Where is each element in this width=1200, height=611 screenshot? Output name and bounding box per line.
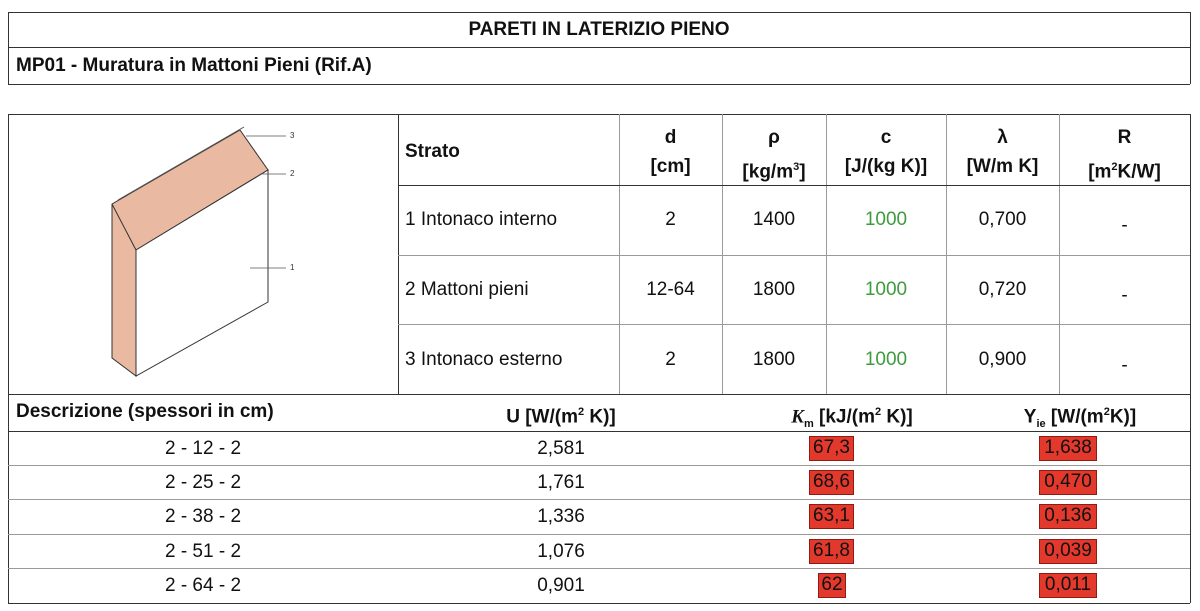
grid-line: [8, 534, 1190, 535]
header-yie: $Y_{ie}$ $[W/(m^2K)]$: [1023, 406, 1137, 431]
layer-d: 2: [665, 349, 676, 370]
layer-d: 2: [665, 209, 676, 230]
layer-name: 3 Intonaco esterno: [405, 349, 563, 370]
grid-line: [8, 394, 1190, 395]
grid-line: [398, 255, 1190, 256]
layer-r: -: [1121, 215, 1128, 236]
result-descr: 2 - 38 - 2: [164, 506, 242, 527]
layer-rho: 1800: [752, 349, 796, 370]
header-rho-unit: $[kg/m^3]$: [742, 161, 806, 183]
title-top-border: [8, 12, 1190, 13]
title-right-border: [1190, 12, 1191, 84]
header-kappa: $K_m$ [$kJ/(m^2$ K)]: [791, 406, 913, 431]
page-title: PARETI IN LATERIZIO PIENO: [468, 19, 730, 40]
grid-line: [398, 114, 399, 394]
grid-line: [398, 324, 1190, 325]
layer-lambda: 0,900: [978, 349, 1027, 370]
header-rho-symbol: ρ: [768, 127, 780, 148]
result-yie: 0,470: [1039, 470, 1097, 495]
grid-line: [8, 568, 1190, 569]
header-lambda-unit: [W/m K]: [966, 156, 1039, 177]
result-u: 1,076: [537, 541, 585, 562]
layer-d: 12-64: [646, 279, 695, 300]
result-descr: 2 - 51 - 2: [164, 541, 242, 562]
header-c-symbol: c: [880, 127, 892, 148]
title-mid-border: [8, 47, 1190, 48]
result-u: 1,336: [537, 506, 585, 527]
table-right-border: [1190, 114, 1191, 603]
layer-r: -: [1121, 285, 1128, 306]
grid-line: [8, 499, 1190, 500]
layer-c: 1000: [864, 209, 908, 230]
layer-c: 1000: [864, 349, 908, 370]
layer-name: 1 Intonaco interno: [405, 209, 558, 230]
layer-rho: 1400: [752, 209, 796, 230]
header-d-symbol: d: [664, 127, 677, 148]
layer-c: 1000: [864, 279, 908, 300]
result-kappa: 68,6: [809, 470, 854, 495]
result-descr: 2 - 25 - 2: [164, 472, 242, 493]
layer-name: 2 Mattoni pieni: [405, 279, 529, 300]
layer-rho: 1800: [752, 279, 796, 300]
table-top-border: [8, 114, 1190, 115]
result-yie: 0,039: [1039, 539, 1097, 564]
layer-r: -: [1121, 355, 1128, 376]
header-strato: Strato: [405, 141, 460, 162]
result-descr: 2 - 64 - 2: [164, 575, 242, 596]
header-u: U [$W/(m^2$ K)]: [506, 406, 616, 428]
diagram-label: 1: [290, 263, 295, 272]
grid-line: [8, 465, 1190, 466]
header-r-unit: $[m^2K/W]$: [1088, 161, 1161, 183]
table-left-border: [8, 114, 9, 603]
diagram-label: 2: [290, 169, 295, 178]
grid-line: [398, 185, 1190, 186]
header-r-symbol: R: [1117, 127, 1132, 148]
layer-lambda: 0,700: [978, 209, 1027, 230]
title-bottom-border: [8, 84, 1190, 85]
header-descrizione: Descrizione (spessori in cm): [16, 401, 274, 422]
result-kappa: 61,8: [809, 539, 854, 564]
header-c-unit: [J/(kg K)]: [844, 156, 928, 177]
wall-section-diagram: [100, 124, 310, 386]
layer-lambda: 0,720: [978, 279, 1027, 300]
result-u: 0,901: [537, 575, 585, 596]
result-u: 2,581: [537, 438, 585, 459]
result-yie: 0,011: [1039, 573, 1097, 598]
result-u: 1,761: [537, 472, 585, 493]
header-lambda-symbol: λ: [997, 127, 1008, 148]
table-bottom-border: [8, 603, 1190, 604]
page-subtitle: MP01 - Muratura in Mattoni Pieni (Rif.A): [16, 55, 372, 76]
result-kappa: 63,1: [809, 504, 854, 529]
result-kappa: 62: [818, 573, 846, 598]
result-yie: 1,638: [1039, 436, 1097, 461]
diagram-label: 3: [290, 131, 295, 140]
result-yie: 0,136: [1039, 504, 1097, 529]
result-descr: 2 - 12 - 2: [164, 438, 242, 459]
header-d-unit: [cm]: [650, 156, 691, 177]
result-kappa: 67,3: [809, 436, 854, 461]
